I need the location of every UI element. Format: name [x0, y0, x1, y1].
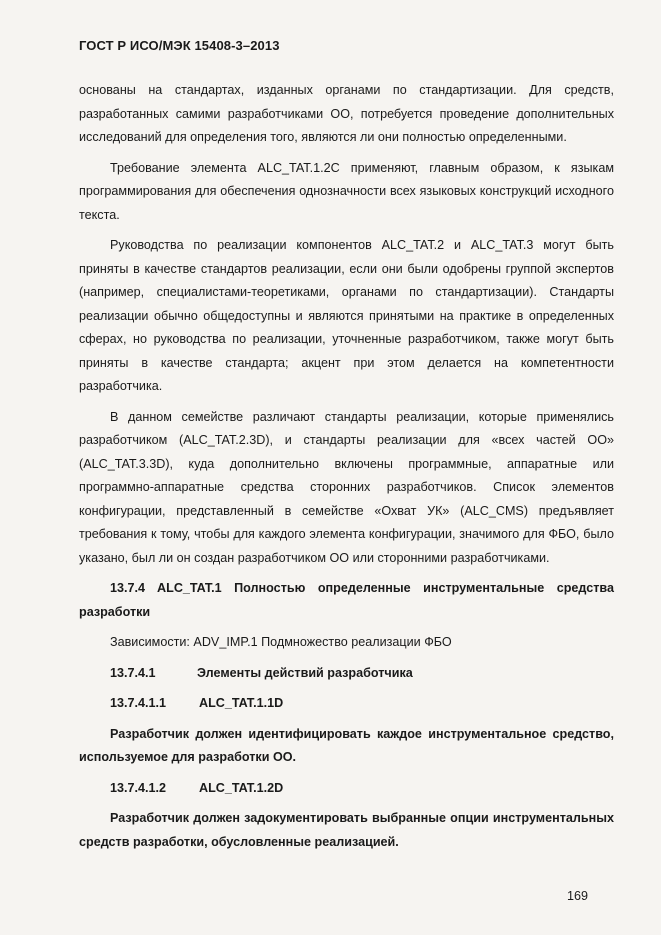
requirement-text-2: Разработчик должен задокументировать выбранные опции инструментальных средств разработки, обусловленные реализацией.: [79, 811, 614, 849]
paragraph-3: Руководства по реализации компонентов ALC_TAT.2 и ALC_TAT.3 могут быть приняты в качестве стандартов реализации, если они были одобрены группой экспертов (например, специалистами-теоретиками, органами по стандартизации). Стандарты реализации обычно общедоступны и являются принятыми на практике в определенных сферах, но руководства по реализации, уточненные разработчиком, также могут быть приняты в качестве стандарта; акцент при этом делается на компетентности разработчика.: [79, 238, 614, 393]
requirement-text-1: Разработчик должен идентифицировать каждое инструментальное средство, используемое для разработки ОО.: [79, 726, 614, 764]
subsection-number: 13.7.4.1.1: [110, 696, 167, 710]
subsection-title: ALC_TAT.1.1D: [199, 696, 284, 710]
paragraph-2: Требование элемента ALC_TAT.1.2C применяют, главным образом, к языкам программирования для обеспечения однозначности всех языковых конструкций исходного текста.: [79, 160, 614, 222]
subsection-13-7-4-1: [79, 662, 614, 686]
subsection-title: ALC_TAT.1.2D: [199, 780, 284, 795]
paragraph-4: В данном семействе различают стандарты реализации, которые применялись разработчиком (ALC_TAT.2.3D), и стандарты реализации для «всех частей ОО» (ALC_TAT.3.3D), куда дополнительно включены программные, аппаратные или программно-аппаратные средства сторонних разработчиков. Список элементов конфигурации, представленный в семействе «Охват УК» (ALC_CMS) предъявляет требования к тому, чтобы для каждого элемента конфигурации, значимого для ФБО, было указано, был ли он создан разработчиком ОО или сторонними разработчиками.: [79, 409, 614, 565]
body-text: [79, 79, 614, 854]
subsection-number: 13.7.4.1.2: [110, 780, 167, 795]
page-number: 169: [567, 889, 589, 903]
section-heading: 13.7.4 ALC_TAT.1 Полностью определенные инструментальные средства разработки: [79, 581, 614, 619]
subsection-13-7-4-1-2: [79, 777, 614, 801]
paragraph-1: основаны на стандартах, изданных органами по стандартизации. Для средств, разработанных самими разработчиками ОО, потребуется проведение дополнительных исследований для определения того, являются ли они полностью определенными.: [79, 83, 614, 144]
subsection-number: 13.7.4.1: [110, 665, 156, 680]
dependencies: Зависимости: ADV_IMP.1 Подмножество реализации ФБО: [110, 635, 452, 649]
subsection-title: Элементы действий разработчика: [197, 665, 413, 680]
page-header: ГОСТ Р ИСО/МЭК 15408-3–2013: [79, 38, 280, 53]
subsection-13-7-4-1-1: [79, 692, 614, 716]
